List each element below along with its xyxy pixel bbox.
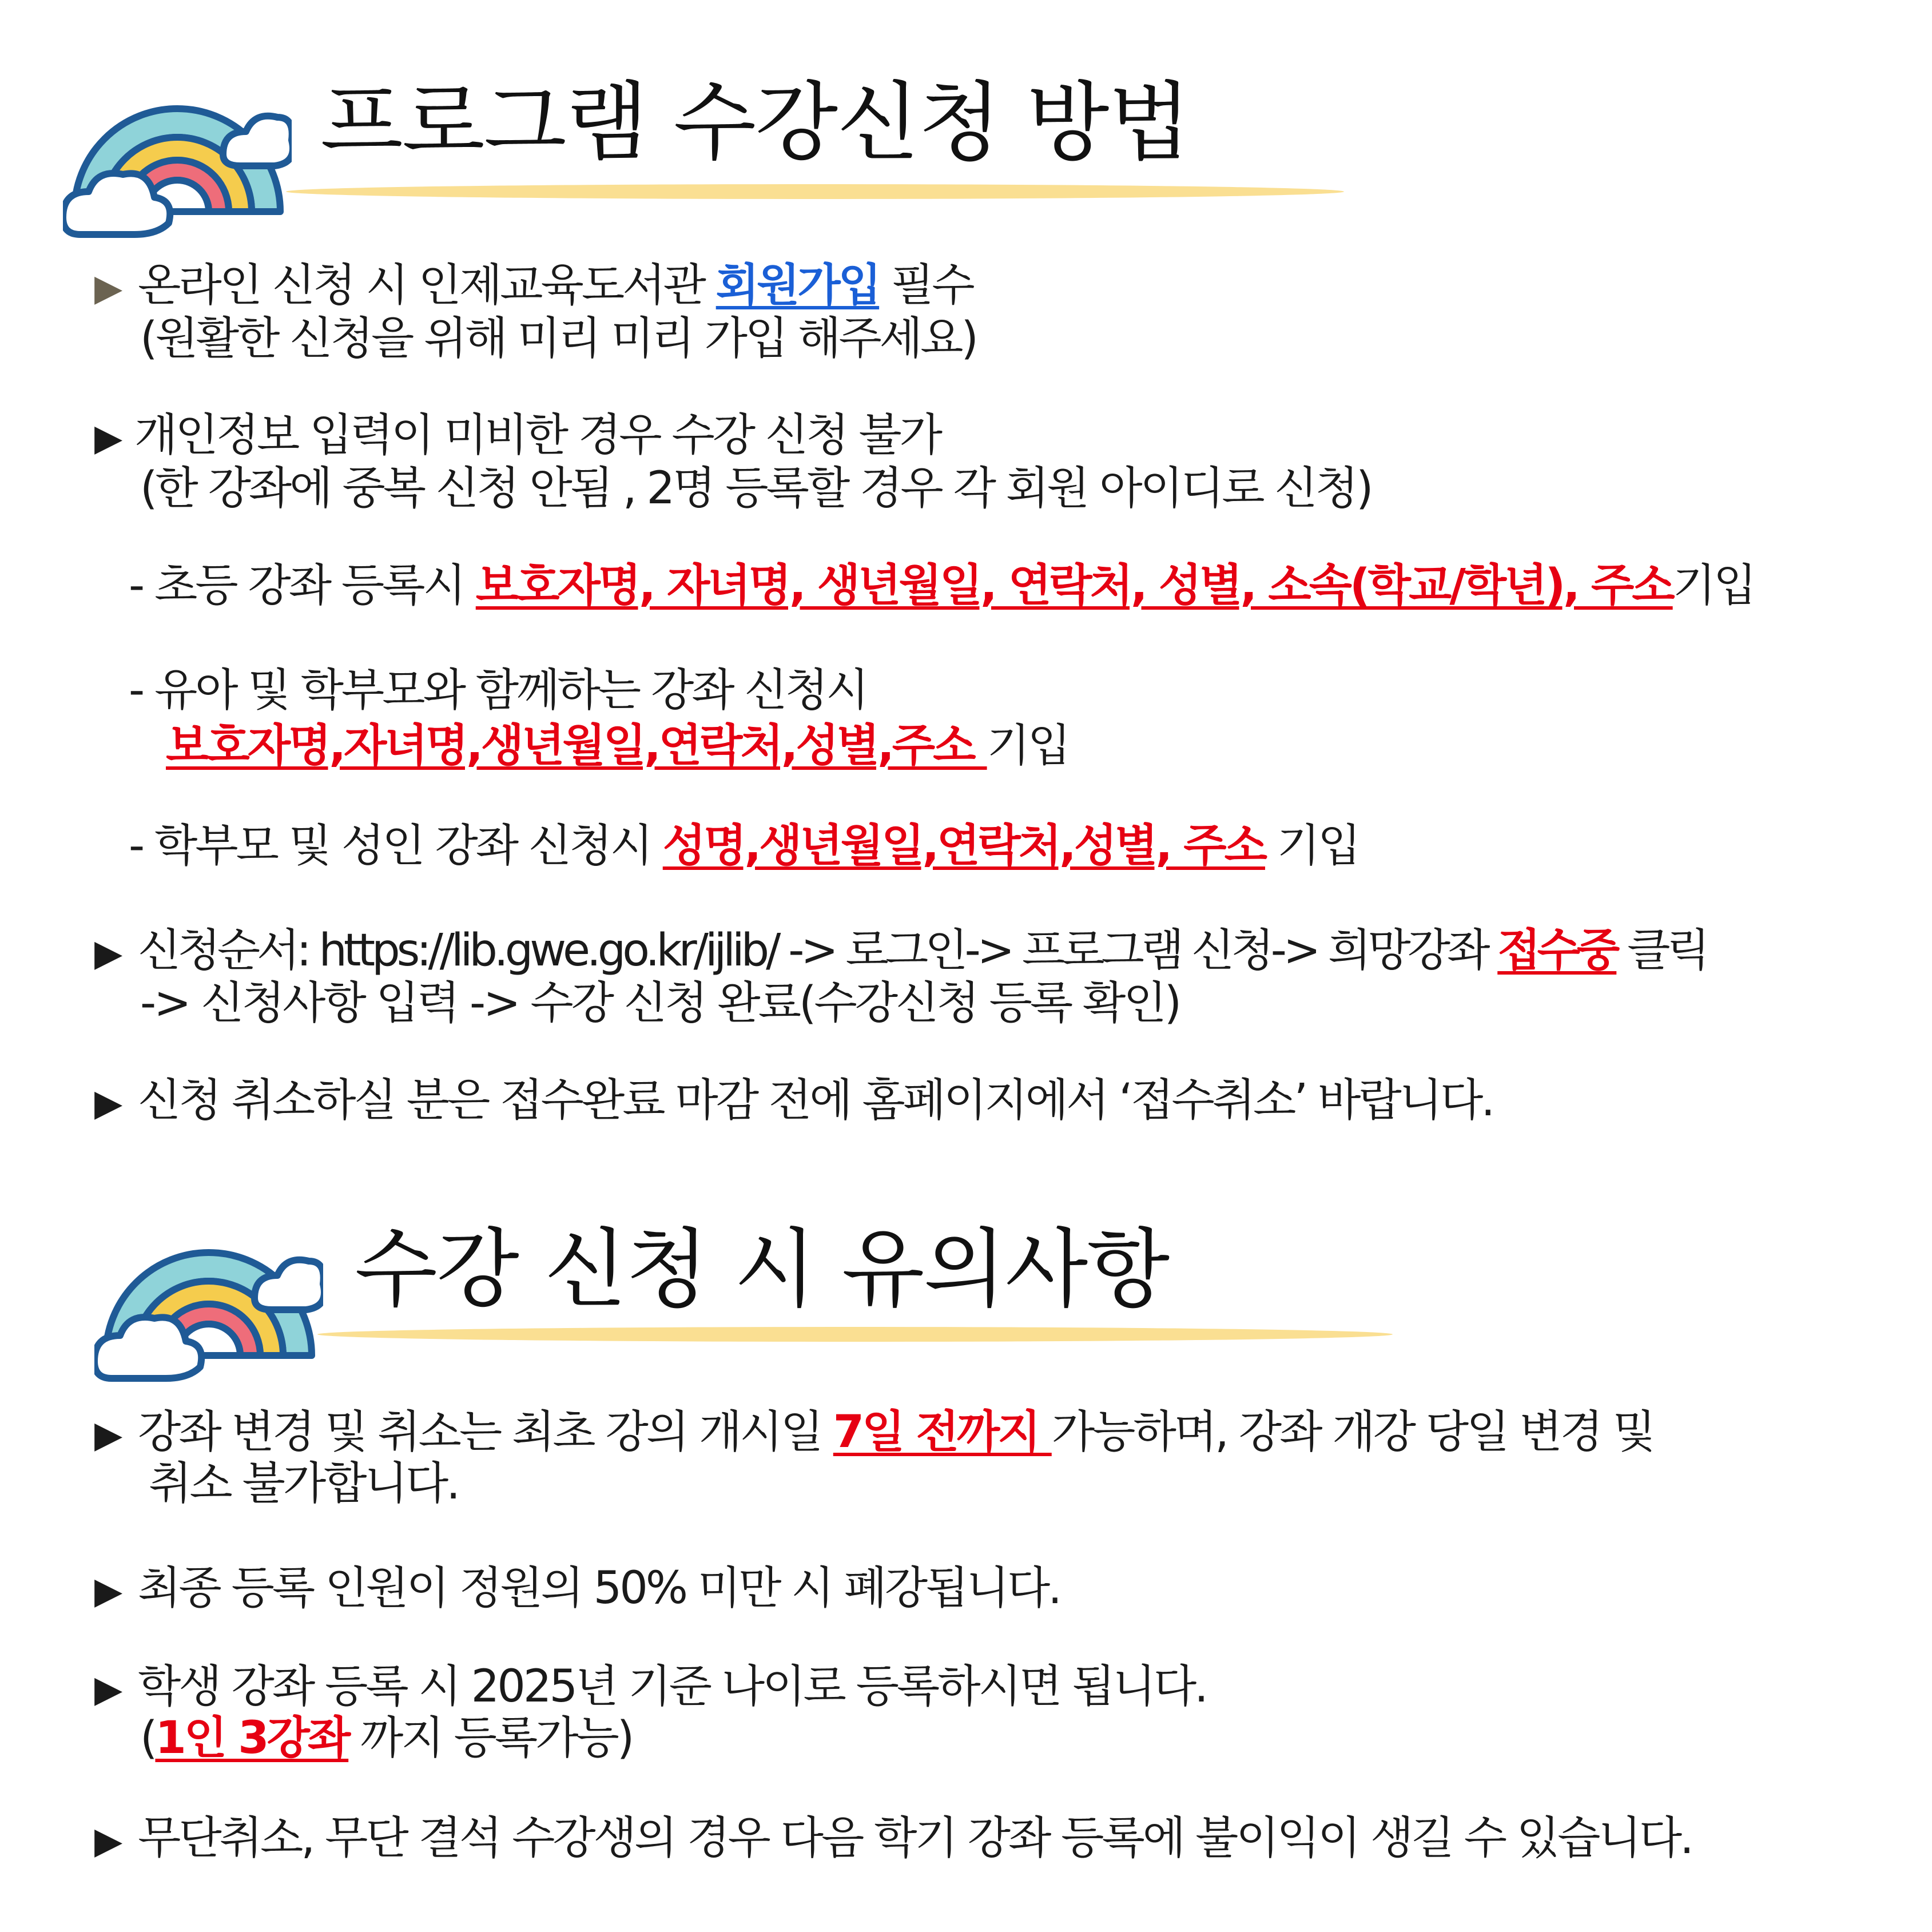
s1-item4: ▶ 신청 취소하실 분은 접수완료 마감 전에 홈페이지에서 ‘접수취소’ 바랍니다.	[94, 1075, 1493, 1126]
section1-header	[0, 0, 1932, 206]
deadline-highlight: 7일 전까지	[833, 1406, 1052, 1458]
s2-item2: ▶ 최종 등록 인원이 정원의 50% 미만 시 폐강됩니다.	[94, 1563, 1060, 1614]
required-fields-elementary: 보호자명, 자녀명, 생년월일, 연락처, 성별, 소속(학교/학년), 주소	[475, 560, 1673, 611]
bullet-icon: ▶	[94, 417, 123, 459]
bullet-icon: ▶	[94, 1414, 123, 1456]
section2-title: 수강 신청 시 유의사항	[355, 1220, 1169, 1319]
section2-header	[0, 1172, 1932, 1378]
required-fields-toddler: 보호자명,자녀명,생년월일,연락처,성별,주소	[166, 720, 987, 772]
title-highlight-stroke	[286, 184, 1344, 199]
course-limit-highlight: 1인 3강좌	[155, 1712, 349, 1764]
bullet-icon: ▶	[94, 1668, 123, 1711]
rainbow-cloud-icon	[63, 74, 292, 240]
s1-sub1: - 초등 강좌 등록시 보호자명, 자녀명, 생년월일, 연락처, 성별, 소속(학교/학년), 주소기입	[129, 560, 1755, 611]
rainbow-cloud-icon	[94, 1218, 323, 1384]
title-highlight-stroke	[317, 1327, 1393, 1342]
s2-item3-line1: ▶ 학생 강좌 등록 시 2025년 기준 나이로 등록하시면 됩니다.	[94, 1661, 1206, 1712]
s1-item1-line1: ▶ 온라인 신청 시 인제교육도서관 회원가입 필수	[94, 260, 973, 311]
bullet-icon: ▶	[94, 1570, 123, 1612]
s1-item3-line1: ▶ 신청순서: https://lib.gwe.go.kr/ijlib/ -> 로그인-> 프로그램 신청-> 희망강좌 접수중 클릭	[94, 925, 1707, 976]
s2-item1-line2: 취소 불가합니다.	[149, 1458, 459, 1509]
bullet-icon: ▶	[94, 932, 123, 975]
bullet-icon: ▶	[94, 1820, 123, 1862]
bullet-icon: ▶	[94, 267, 123, 309]
signup-link[interactable]: 회원가입	[715, 260, 880, 311]
status-open-label: 접수중	[1497, 925, 1617, 976]
s1-item2-line2: (한 강좌에 중복 신청 안됨 , 2명 등록할 경우 각 회원 아이디로 신청)	[140, 463, 1372, 514]
s1-sub2-line2: 보호자명,자녀명,생년월일,연락처,성별,주소 기입	[166, 720, 1069, 772]
s1-item1-line2: (원활한 신청을 위해 미리 미리 가입 해주세요)	[140, 313, 976, 364]
required-fields-adult: 성명,생년월일,연락처,성별, 주소	[662, 820, 1265, 872]
s2-item3-line2: (1인 3강좌 까지 등록가능)	[140, 1712, 633, 1764]
bullet-icon: ▶	[94, 1082, 123, 1124]
s2-item4: ▶ 무단취소, 무단 결석 수강생의 경우 다음 학기 강좌 등록에 불이익이 생길 수 있습니다.	[94, 1812, 1692, 1864]
s1-sub3: - 학부모 및 성인 강좌 신청시 성명,생년월일,연락처,성별, 주소 기입	[129, 820, 1359, 872]
s2-item1-line1: ▶ 강좌 변경 및 취소는 최초 강의 개시일 7일 전까지 가능하며, 강좌 개강 당일 변경 및	[94, 1406, 1654, 1458]
section1-title: 프로그램 수강신청 방법	[320, 73, 1190, 173]
s1-item3-line2: -> 신청사항 입력 -> 수강 신청 완료(수강신청 등록 확인)	[140, 977, 1180, 1029]
s1-item2-line1: ▶ 개인정보 입력이 미비한 경우 수강 신청 불가	[94, 410, 941, 461]
s1-sub2-line1: - 유아 및 학부모와 함께하는 강좌 신청시	[129, 665, 867, 716]
